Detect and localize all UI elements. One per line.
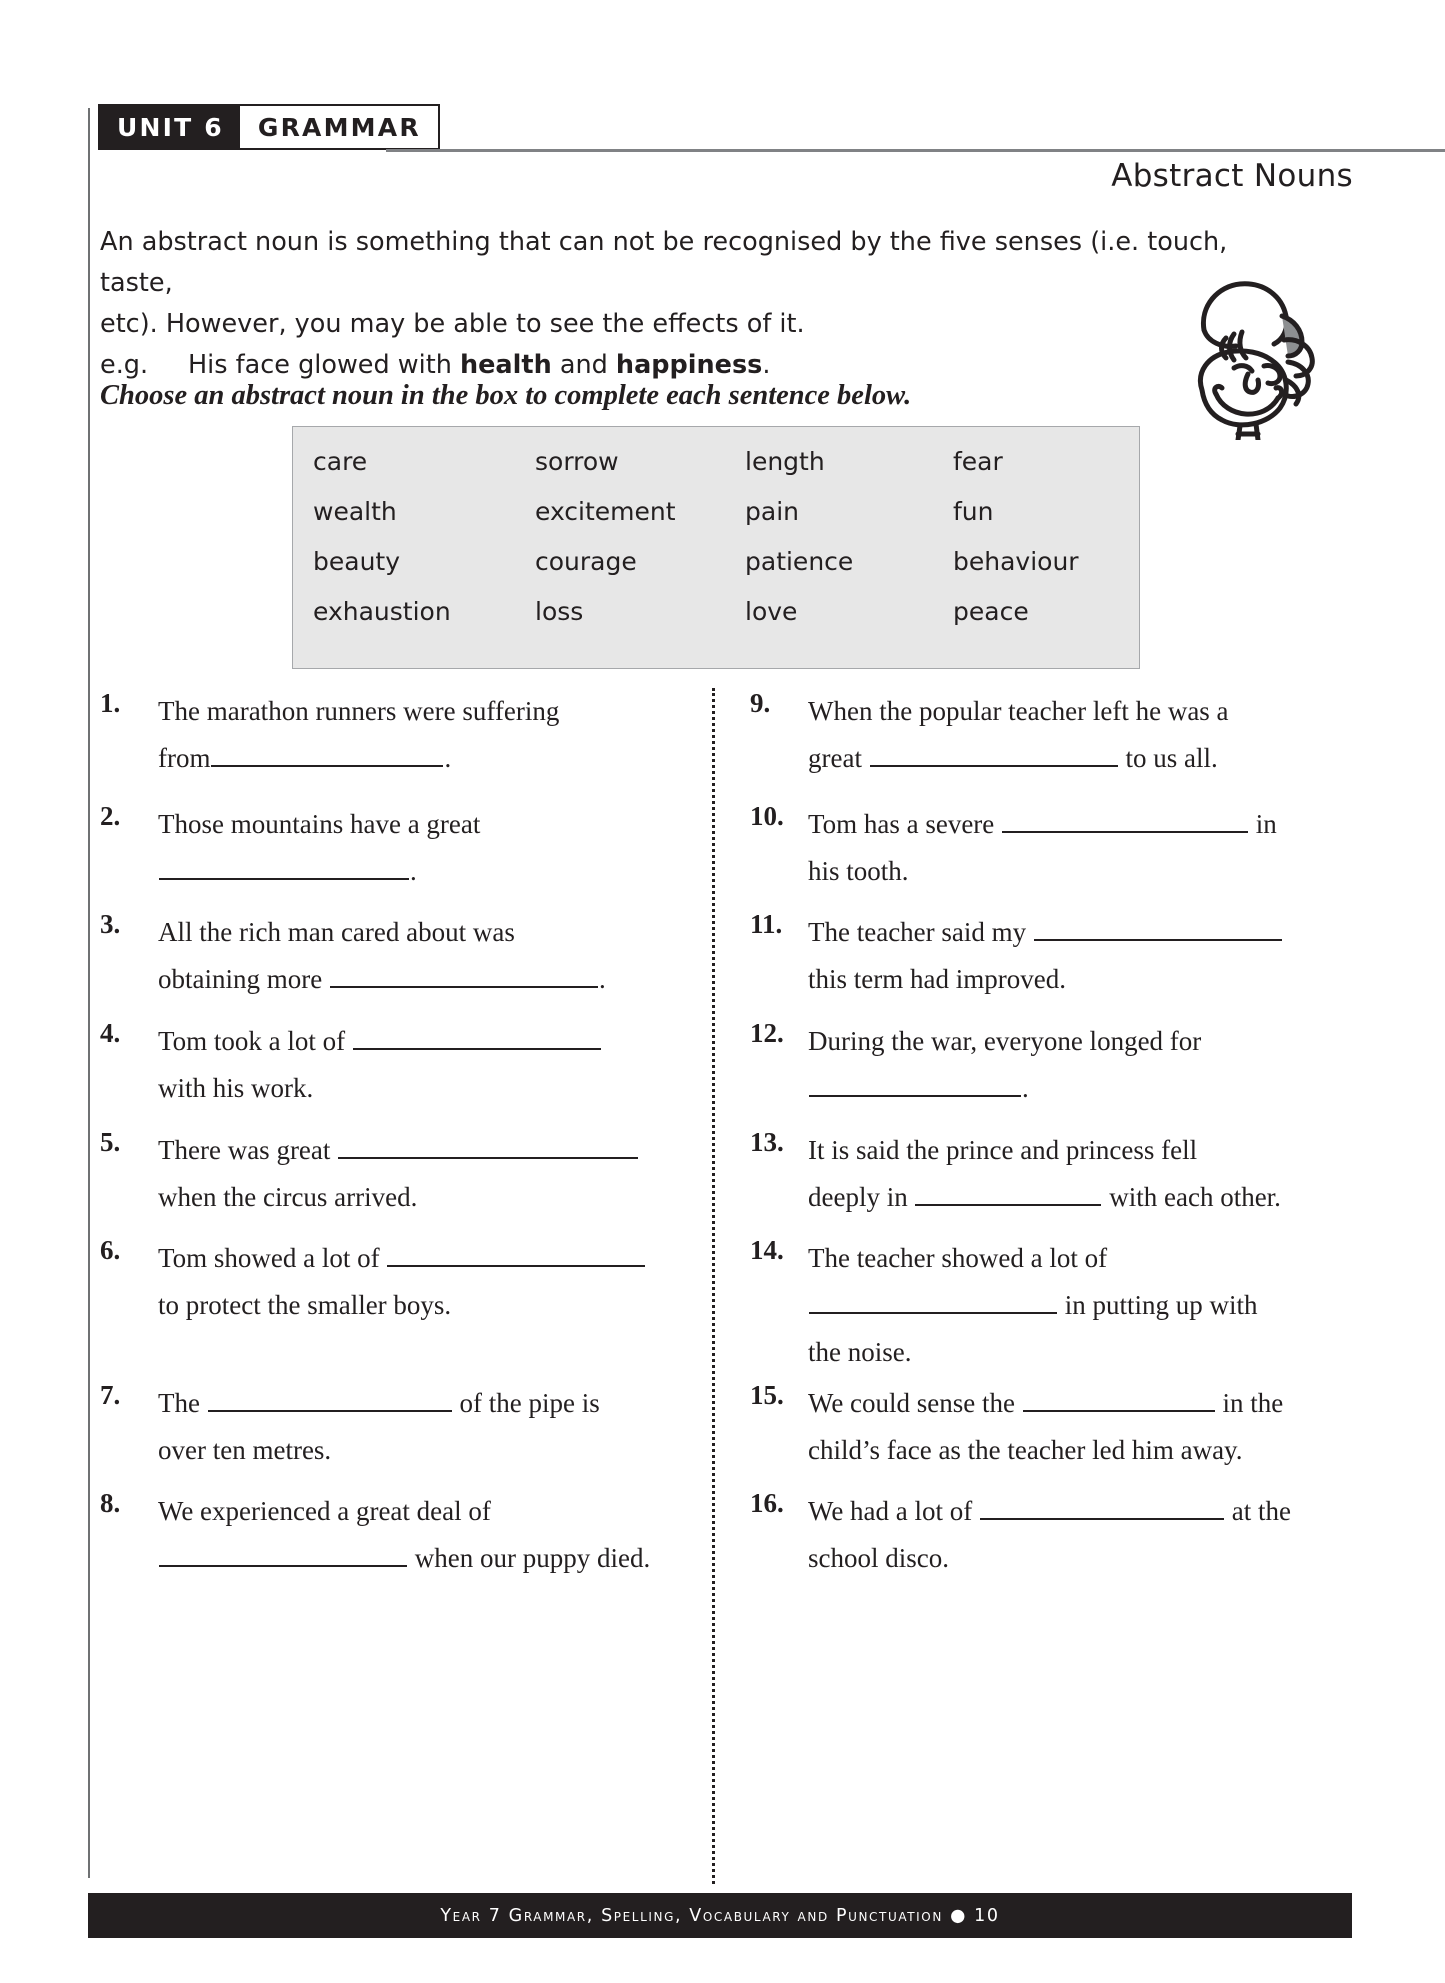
cartoon-face-illustration [1178, 272, 1326, 440]
question-line [808, 1380, 1428, 1427]
question-item [100, 801, 758, 895]
question-line [158, 956, 758, 1003]
question-text: . [598, 964, 606, 994]
question-number: 10. [750, 801, 784, 831]
question-text: with his work. [158, 1073, 314, 1103]
question-text: from [158, 743, 211, 773]
answer-blank[interactable] [338, 1130, 638, 1159]
word-bank-item[interactable]: patience [745, 547, 854, 576]
unit-tab [98, 104, 440, 150]
question-item [750, 1127, 1428, 1221]
word-bank-item[interactable]: courage [535, 547, 637, 576]
word-bank-item[interactable]: behaviour [953, 547, 1079, 576]
question-text: child’s face as the teacher led him away. [808, 1435, 1243, 1465]
question-line [808, 1174, 1428, 1221]
question-text: in [1249, 809, 1277, 839]
question-line [158, 848, 758, 895]
question-line [808, 1235, 1428, 1282]
question-line [158, 1427, 758, 1474]
question-line [808, 1329, 1428, 1376]
question-text: when our puppy died. [408, 1543, 651, 1573]
answer-blank[interactable] [870, 738, 1118, 767]
question-item [750, 1488, 1428, 1582]
question-number: 8. [100, 1488, 121, 1518]
word-bank-row [313, 547, 1121, 597]
question-line [808, 1282, 1428, 1329]
question-number: 4. [100, 1018, 121, 1048]
question-line [158, 909, 758, 956]
question-line [808, 1065, 1428, 1112]
question-item [750, 1235, 1428, 1376]
instruction-text: Choose an abstract noun in the box to complete each sentence below. [100, 380, 912, 411]
question-number: 16. [750, 1488, 784, 1518]
question-item [750, 801, 1428, 895]
question-number: 2. [100, 801, 121, 831]
question-line [808, 909, 1428, 956]
question-text: in the [1215, 1388, 1284, 1418]
question-text: the noise. [808, 1337, 912, 1367]
question-line [808, 848, 1428, 895]
question-line [808, 801, 1428, 848]
question-number: 12. [750, 1018, 784, 1048]
question-line [158, 1127, 758, 1174]
question-text: in putting up with [1058, 1290, 1258, 1320]
word-bank-item[interactable]: exhaustion [313, 597, 451, 626]
footer-text: Year 7 Grammar, Spelling, Vocabulary and Punctuation ● 10 [440, 1905, 1000, 1926]
page-header [98, 104, 1353, 152]
question-number: 5. [100, 1127, 121, 1157]
header-divider-rule [386, 149, 1445, 152]
question-item [100, 1380, 758, 1474]
page-title: Abstract Nouns [1111, 158, 1353, 194]
question-text: There was great [158, 1135, 338, 1165]
question-number: 13. [750, 1127, 784, 1157]
question-text: The teacher said my [808, 917, 1033, 947]
question-line [158, 1018, 758, 1065]
question-text: over ten metres. [158, 1435, 332, 1465]
question-text: We could sense the [808, 1388, 1022, 1418]
question-line [808, 1018, 1428, 1065]
question-item [100, 1127, 758, 1221]
word-bank-row [313, 497, 1121, 547]
question-text: The marathon runners were suffering [158, 696, 560, 726]
question-line [808, 1535, 1428, 1582]
question-text: to us all. [1118, 743, 1218, 773]
answer-blank[interactable] [980, 1491, 1224, 1520]
question-number: 14. [750, 1235, 784, 1265]
question-number: 3. [100, 909, 121, 939]
word-bank-item[interactable]: fear [953, 447, 1003, 476]
unit-label: UNIT 6 [100, 106, 240, 148]
question-line [808, 735, 1428, 782]
example-mid: and [551, 350, 616, 380]
answer-blank[interactable] [159, 1538, 407, 1567]
question-item [750, 1380, 1428, 1474]
word-bank-grid [313, 447, 1121, 647]
example-bold-health: health [459, 350, 552, 380]
word-bank-item[interactable]: length [745, 447, 825, 476]
question-text: We had a lot of [808, 1496, 980, 1526]
question-text: . [1022, 1073, 1029, 1103]
question-text: We experienced a great deal of [158, 1496, 491, 1526]
question-number: 15. [750, 1380, 784, 1410]
question-line [808, 956, 1428, 1003]
question-text: Those mountains have a great [158, 809, 481, 839]
answer-blank[interactable] [353, 1021, 601, 1050]
answer-blank[interactable] [330, 959, 598, 988]
question-text: The [158, 1388, 207, 1418]
question-text: of the pipe is [452, 1388, 600, 1418]
question-line [808, 1127, 1428, 1174]
example-bold-happiness: happiness [615, 350, 763, 380]
question-text: Tom showed a lot of [158, 1243, 387, 1273]
question-text: with each other. [1102, 1182, 1281, 1212]
word-bank-item[interactable]: pain [745, 497, 799, 526]
word-bank-item[interactable]: care [313, 447, 368, 476]
example-label: e.g. [100, 350, 149, 380]
page-footer [88, 1893, 1352, 1938]
intro-text [100, 222, 1280, 386]
question-line [158, 688, 758, 735]
intro-line-1: An abstract noun is something that can not be recognised by the five senses (i.e. touch, taste, [100, 227, 1228, 298]
answer-blank[interactable] [1034, 912, 1282, 941]
word-bank-item[interactable]: fun [953, 497, 994, 526]
question-line [158, 1380, 758, 1427]
question-text: deeply in [808, 1182, 915, 1212]
answer-blank[interactable] [211, 738, 443, 767]
question-line [158, 1174, 758, 1221]
answer-blank[interactable] [1002, 804, 1248, 833]
word-bank-row [313, 597, 1121, 647]
section-label: GRAMMAR [240, 106, 438, 148]
question-text: Tom has a severe [808, 809, 1002, 839]
question-text: at the [1225, 1496, 1292, 1526]
question-text: school disco. [808, 1543, 949, 1573]
question-line [808, 688, 1428, 735]
answer-blank[interactable] [159, 851, 409, 880]
question-text: to protect the smaller boys. [158, 1290, 452, 1320]
question-number: 1. [100, 688, 121, 718]
question-item [750, 1018, 1428, 1112]
example-pre: His face glowed with [188, 350, 460, 380]
word-bank-item[interactable]: excitement [535, 497, 676, 526]
word-bank-item[interactable]: love [745, 597, 798, 626]
question-text: obtaining more [158, 964, 329, 994]
question-text: All the rich man cared about was [158, 917, 515, 947]
question-line [158, 1488, 758, 1535]
answer-blank[interactable] [1023, 1383, 1215, 1412]
question-item [100, 1488, 758, 1582]
question-text: . [410, 856, 417, 886]
question-line [158, 1535, 758, 1582]
answer-blank[interactable] [809, 1285, 1057, 1314]
question-number: 9. [750, 688, 771, 718]
question-line [158, 1065, 758, 1112]
question-item [100, 1235, 758, 1329]
question-line [158, 801, 758, 848]
word-bank-item[interactable]: wealth [313, 497, 397, 526]
question-line [158, 1282, 758, 1329]
answer-blank[interactable] [387, 1238, 645, 1267]
question-line [158, 1235, 758, 1282]
question-number: 11. [750, 909, 783, 939]
question-line [808, 1427, 1428, 1474]
question-text: It is said the prince and princess fell [808, 1135, 1198, 1165]
question-item [100, 688, 758, 782]
question-line [158, 735, 758, 782]
question-text: During the war, everyone longed for [808, 1026, 1202, 1056]
question-line [808, 1488, 1428, 1535]
question-item [100, 1018, 758, 1112]
question-text: when the circus arrived. [158, 1182, 418, 1212]
question-text: The teacher showed a lot of [808, 1243, 1108, 1273]
answer-blank[interactable] [809, 1068, 1021, 1097]
question-text: . [444, 743, 452, 773]
word-bank-item[interactable]: peace [953, 597, 1029, 626]
question-item [750, 909, 1428, 1003]
question-item [100, 909, 758, 1003]
question-number: 7. [100, 1380, 121, 1410]
question-text: great [808, 743, 869, 773]
left-margin-rule [88, 108, 90, 1878]
example-end: . [762, 350, 771, 380]
question-text: Tom took a lot of [158, 1026, 352, 1056]
word-bank-box [292, 426, 1140, 669]
question-text: his tooth. [808, 856, 909, 886]
word-bank-item[interactable]: sorrow [535, 447, 619, 476]
word-bank-row [313, 447, 1121, 497]
answer-blank[interactable] [208, 1383, 452, 1412]
question-number: 6. [100, 1235, 121, 1265]
word-bank-item[interactable]: beauty [313, 547, 401, 576]
question-item [750, 688, 1428, 782]
word-bank-item[interactable]: loss [535, 597, 584, 626]
question-text: this term had improved. [808, 964, 1066, 994]
intro-line-2: etc). However, you may be able to see the effects of it. [100, 309, 805, 339]
answer-blank[interactable] [915, 1177, 1101, 1206]
question-text: When the popular teacher left he was a [808, 696, 1229, 726]
